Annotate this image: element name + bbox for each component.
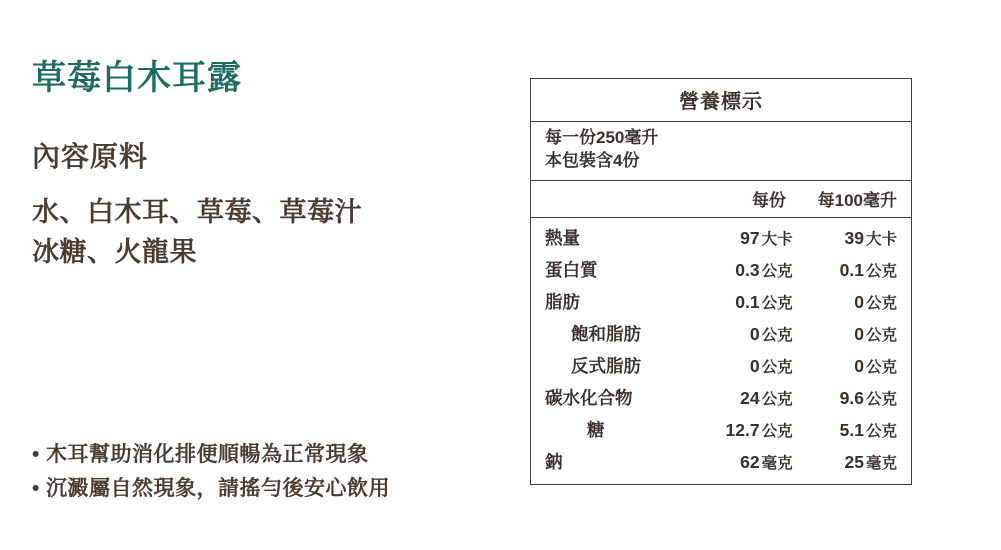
row-per-serving-unit: 公克 [761, 423, 793, 441]
table-row [531, 222, 911, 254]
row-per-100ml [805, 323, 911, 345]
row-per-serving [698, 355, 804, 377]
table-row [531, 350, 911, 382]
row-per-serving-unit: 公克 [761, 295, 793, 313]
row-per-100ml [805, 259, 911, 281]
column-header-per-100ml: 每100毫升 [817, 190, 898, 210]
note-text: 沉澱屬自然現象，請搖勻後安心飲用 [46, 476, 390, 500]
ingredients-line-1: 水、白木耳、草莓、草莓汁 [32, 197, 362, 228]
nutrition-table-title: 營養標示 [531, 79, 911, 122]
row-per-serving-value: 24 [740, 388, 760, 409]
row-per-100ml-unit: 公克 [865, 423, 897, 441]
ingredients-heading: 內容原料 [32, 141, 149, 173]
row-per-100ml-unit: 公克 [865, 263, 897, 281]
row-per-100ml-value: 9.6 [839, 388, 864, 409]
bullet-icon: • [32, 476, 40, 500]
row-per-100ml-value: 5.1 [839, 420, 864, 441]
row-per-serving-unit: 公克 [761, 327, 793, 345]
bullet-icon: • [32, 443, 40, 466]
row-per-serving [698, 259, 804, 281]
nutrition-facts-table [530, 78, 912, 485]
row-label: 脂肪 [545, 292, 580, 313]
row-per-serving-value: 0.3 [735, 260, 760, 281]
row-per-100ml-value: 39 [844, 228, 864, 249]
row-per-100ml-unit: 公克 [865, 359, 897, 377]
row-per-100ml [805, 227, 911, 249]
row-per-100ml-unit: 大卡 [865, 231, 897, 249]
row-per-serving [698, 291, 804, 313]
servings-per-container: 本包裝含4份 [545, 150, 640, 170]
row-per-100ml-value: 0 [854, 292, 864, 313]
product-info-column [32, 60, 502, 272]
ingredients-list [32, 193, 502, 271]
row-per-100ml-value: 25 [844, 452, 864, 473]
row-per-100ml-value: 0.1 [839, 260, 864, 281]
row-per-100ml [805, 355, 911, 377]
table-column-headers [531, 181, 911, 218]
ingredients-line-2: 冰糖、火龍果 [32, 236, 197, 267]
row-per-serving-unit: 公克 [761, 263, 793, 281]
row-label: 飽和脂肪 [571, 324, 641, 345]
row-label: 蛋白質 [545, 260, 598, 281]
notes-list [32, 438, 502, 505]
table-row [531, 318, 911, 350]
serving-size: 每一份250毫升 [545, 128, 659, 147]
row-per-serving [698, 387, 804, 409]
page-title: 草莓白木耳露 [32, 59, 242, 97]
note-item [32, 472, 502, 506]
row-per-serving [698, 419, 804, 441]
table-row [531, 446, 911, 478]
row-per-100ml-value: 0 [854, 356, 864, 377]
row-per-serving-value: 97 [740, 228, 760, 249]
row-per-100ml-value: 0 [854, 324, 864, 345]
row-per-100ml [805, 419, 911, 441]
row-per-serving-value: 0 [749, 356, 760, 377]
row-label: 鈉 [545, 452, 563, 473]
row-per-serving-value: 0.1 [735, 292, 760, 313]
table-row [531, 254, 911, 286]
column-header-label [531, 186, 687, 211]
row-per-serving-unit: 毫克 [761, 455, 793, 473]
row-per-100ml [805, 291, 911, 313]
row-label: 糖 [587, 420, 605, 441]
serving-info [531, 122, 911, 181]
row-label: 熱量 [545, 228, 580, 249]
row-per-100ml-unit: 公克 [865, 295, 897, 313]
row-per-100ml-unit: 公克 [865, 327, 897, 345]
row-per-serving [698, 451, 804, 473]
row-per-100ml-unit: 毫克 [865, 455, 897, 473]
note-text: 木耳幫助消化排便順暢為正常現象 [46, 443, 369, 466]
row-per-100ml [805, 387, 911, 409]
table-row [531, 382, 911, 414]
table-row [531, 286, 911, 318]
table-row [531, 414, 911, 446]
row-per-serving-unit: 大卡 [761, 231, 793, 249]
row-per-serving-value: 62 [740, 452, 760, 473]
row-per-serving-unit: 公克 [761, 359, 793, 377]
row-label: 碳水化合物 [545, 388, 633, 409]
row-label: 反式脂肪 [571, 356, 641, 377]
row-per-serving-value: 12.7 [725, 420, 760, 441]
row-per-100ml [805, 451, 911, 473]
row-per-serving-value: 0 [749, 324, 760, 345]
row-per-serving [698, 323, 804, 345]
row-per-serving-unit: 公克 [761, 391, 793, 409]
note-item [32, 438, 502, 472]
row-per-serving [698, 227, 804, 249]
column-header-per-serving: 每份 [751, 190, 786, 210]
nutrition-rows [531, 218, 911, 484]
row-per-100ml-unit: 公克 [865, 391, 897, 409]
